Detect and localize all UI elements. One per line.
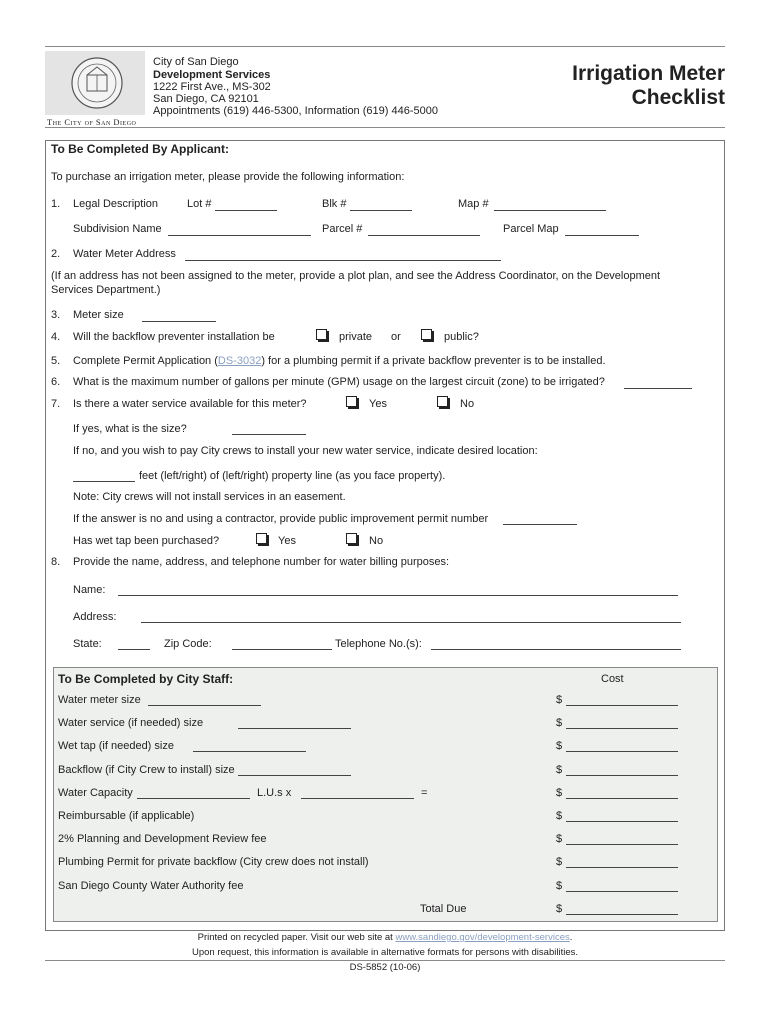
footer-pre: Printed on recycled paper. Visit our web site at bbox=[197, 932, 396, 943]
q7-contractor-label: If the answer is no and using a contractor, provide public improvement permit number bbox=[73, 513, 489, 525]
private-checkbox[interactable] bbox=[316, 329, 327, 340]
q7-note: Note: City crews will not install services in an easement. bbox=[73, 491, 346, 503]
meter-address-field[interactable] bbox=[185, 260, 501, 261]
lus-label: L.U.s x bbox=[257, 787, 292, 799]
cost-field[interactable] bbox=[566, 867, 678, 868]
state-field[interactable] bbox=[118, 649, 150, 650]
subdivision-label: Subdivision Name bbox=[73, 223, 162, 235]
parcel-label: Parcel # bbox=[322, 223, 363, 235]
staff-size-field[interactable] bbox=[193, 751, 306, 752]
staff-row-label: Backflow (if City Crew to install) size bbox=[58, 764, 235, 776]
private-label: private bbox=[339, 331, 373, 343]
dollar-sign: $ bbox=[556, 810, 563, 822]
logo-caption: The City of San Diego bbox=[47, 117, 137, 127]
telephone-field[interactable] bbox=[431, 649, 681, 650]
blk-field[interactable] bbox=[350, 210, 412, 211]
dollar-sign: $ bbox=[556, 880, 563, 892]
q8-label: Provide the name, address, and telephone number for water billing purposes: bbox=[73, 556, 450, 568]
address-line1: 1222 First Ave., MS-302 bbox=[153, 81, 271, 93]
staff-row-label: Water meter size bbox=[58, 694, 141, 706]
water-service-no-checkbox[interactable] bbox=[437, 396, 448, 407]
q8-number: 8. bbox=[51, 556, 61, 568]
cost-field[interactable] bbox=[566, 705, 678, 706]
q5-post: ) for a plumbing permit if a private backflow preventer is to be installed. bbox=[261, 355, 606, 367]
q5-pre: Complete Permit Application ( bbox=[73, 355, 218, 367]
water-service-no-label: No bbox=[460, 398, 475, 410]
name-label: Name: bbox=[73, 584, 106, 596]
q1-number: 1. bbox=[51, 198, 61, 210]
dollar-sign: $ bbox=[556, 694, 563, 706]
staff-row-label: Reimbursable (if applicable) bbox=[58, 810, 195, 822]
lot-label: Lot # bbox=[187, 198, 212, 210]
q7-wettap-label: Has wet tap been purchased? bbox=[73, 535, 220, 547]
website-link[interactable]: www.sandiego.gov/development-services bbox=[395, 932, 570, 943]
staff-size-field[interactable] bbox=[238, 728, 351, 729]
applicant-intro: To purchase an irrigation meter, please provide the following information: bbox=[51, 171, 405, 183]
cost-field[interactable] bbox=[566, 821, 678, 822]
address-field[interactable] bbox=[141, 622, 681, 623]
q7-feet-label: feet (left/right) of (left/right) property line (as you face property). bbox=[139, 470, 446, 482]
footer-accessibility: Upon request, this information is available in alternative formats for persons with disabilities. bbox=[192, 947, 578, 958]
dollar-sign: $ bbox=[556, 903, 563, 915]
wet-tap-yes-label: Yes bbox=[278, 535, 296, 547]
dollar-sign: $ bbox=[556, 717, 563, 729]
staff-row-label: Water service (if needed) size bbox=[58, 717, 204, 729]
q2-note: (If an address has not been assigned to the meter, provide a plot plan, and see the Address Coordinator, on the Development Services Department.) bbox=[51, 270, 661, 296]
zip-field[interactable] bbox=[232, 649, 332, 650]
lus-field[interactable] bbox=[301, 798, 414, 799]
water-service-yes-label: Yes bbox=[369, 398, 387, 410]
dollar-sign: $ bbox=[556, 764, 563, 776]
address-label: Address: bbox=[73, 611, 117, 623]
phone-line: Appointments (619) 446-5300, Information (619) 446-5000 bbox=[153, 105, 438, 117]
q4-label: Will the backflow preventer installation be bbox=[73, 331, 275, 343]
equals-sign: = bbox=[421, 787, 428, 799]
water-service-yes-checkbox[interactable] bbox=[346, 396, 357, 407]
public-label: public? bbox=[444, 331, 479, 343]
zip-label: Zip Code: bbox=[164, 638, 212, 650]
q7-number: 7. bbox=[51, 398, 61, 410]
q7-ifno-label: If no, and you wish to pay City crews to install your new water service, indicate desired location: bbox=[73, 445, 538, 457]
water-capacity-field[interactable] bbox=[137, 798, 250, 799]
q1-label: Legal Description bbox=[73, 198, 158, 210]
footer-post: . bbox=[569, 932, 573, 943]
feet-field[interactable] bbox=[73, 481, 135, 482]
cost-field[interactable] bbox=[566, 798, 678, 799]
dollar-sign: $ bbox=[556, 740, 563, 752]
q5-text bbox=[73, 355, 606, 367]
dept-name: Development Services bbox=[153, 69, 271, 81]
cost-field[interactable] bbox=[566, 751, 678, 752]
q7-size-label: If yes, what is the size? bbox=[73, 423, 187, 435]
q7-label: Is there a water service available for this meter? bbox=[73, 398, 307, 410]
permit-number-field[interactable] bbox=[503, 524, 577, 525]
cost-field[interactable] bbox=[566, 775, 678, 776]
address-line2: San Diego, CA 92101 bbox=[153, 93, 259, 105]
staff-size-field[interactable] bbox=[148, 705, 261, 706]
map-field[interactable] bbox=[494, 210, 606, 211]
page-title-line1: Irrigation Meter bbox=[572, 62, 725, 85]
telephone-label: Telephone No.(s): bbox=[335, 638, 422, 650]
ds-3032-link[interactable]: DS-3032 bbox=[217, 355, 262, 367]
page-title-line2: Checklist bbox=[631, 86, 725, 109]
cost-field[interactable] bbox=[566, 728, 678, 729]
service-size-field[interactable] bbox=[232, 434, 306, 435]
subdivision-field[interactable] bbox=[168, 235, 311, 236]
parcel-field[interactable] bbox=[368, 235, 480, 236]
meter-size-field[interactable] bbox=[142, 321, 216, 322]
q6-label: What is the maximum number of gallons per minute (GPM) usage on the largest circuit (zone) to be irrigated? bbox=[73, 376, 605, 388]
wet-tap-no-label: No bbox=[369, 535, 384, 547]
org-name: City of San Diego bbox=[153, 56, 239, 68]
q4-number: 4. bbox=[51, 331, 61, 343]
staff-row-label: Wet tap (if needed) size bbox=[58, 740, 174, 752]
staff-row-label: 2% Planning and Development Review fee bbox=[58, 833, 267, 845]
public-checkbox[interactable] bbox=[421, 329, 432, 340]
footer-recycled bbox=[45, 932, 725, 943]
q2-number: 2. bbox=[51, 248, 61, 260]
q2-label: Water Meter Address bbox=[73, 248, 176, 260]
wet-tap-no-checkbox[interactable] bbox=[346, 533, 357, 544]
blk-label: Blk # bbox=[322, 198, 347, 210]
staff-size-field[interactable] bbox=[238, 775, 351, 776]
total-cost-field[interactable] bbox=[566, 914, 678, 915]
name-field[interactable] bbox=[118, 595, 678, 596]
q6-number: 6. bbox=[51, 376, 61, 388]
staff-row-label: Plumbing Permit for private backflow (City crew does not install) bbox=[58, 856, 369, 868]
q3-number: 3. bbox=[51, 309, 61, 321]
form-id: DS-5852 (10-06) bbox=[349, 962, 421, 973]
total-due-label: Total Due bbox=[420, 903, 467, 915]
dollar-sign: $ bbox=[556, 787, 563, 799]
wet-tap-yes-checkbox[interactable] bbox=[256, 533, 267, 544]
or-label: or bbox=[391, 331, 401, 343]
city-seal-icon bbox=[45, 51, 145, 115]
parcel-map-field[interactable] bbox=[565, 235, 639, 236]
cost-header: Cost bbox=[601, 673, 624, 685]
staff-row-label: Water Capacity bbox=[58, 787, 133, 799]
q3-label: Meter size bbox=[73, 309, 124, 321]
dollar-sign: $ bbox=[556, 833, 563, 845]
staff-row-label: San Diego County Water Authority fee bbox=[58, 880, 244, 892]
dollar-sign: $ bbox=[556, 856, 563, 868]
applicant-heading: To Be Completed By Applicant: bbox=[51, 142, 230, 156]
q5-number: 5. bbox=[51, 355, 61, 367]
state-label: State: bbox=[73, 638, 102, 650]
cost-field[interactable] bbox=[566, 844, 678, 845]
gpm-field[interactable] bbox=[624, 388, 692, 389]
staff-heading: To Be Completed by City Staff: bbox=[58, 672, 234, 686]
cost-field[interactable] bbox=[566, 891, 678, 892]
parcel-map-label: Parcel Map bbox=[503, 223, 559, 235]
map-label: Map # bbox=[458, 198, 489, 210]
city-seal-box bbox=[45, 51, 145, 115]
lot-field[interactable] bbox=[215, 210, 277, 211]
